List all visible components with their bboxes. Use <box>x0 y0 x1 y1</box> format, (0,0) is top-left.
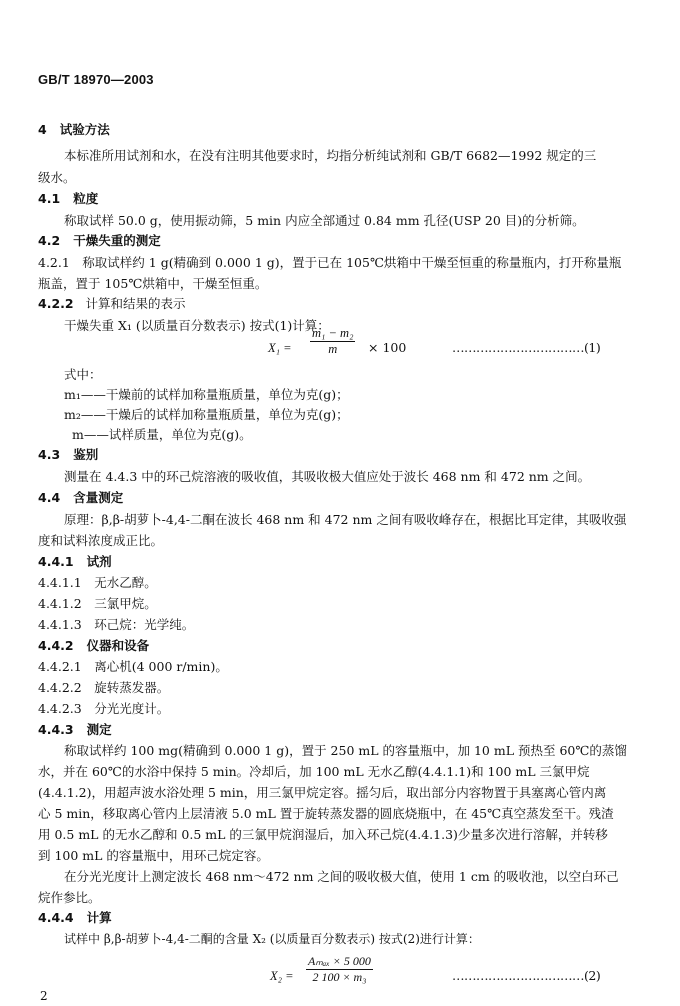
section-title: 试验方法 <box>59 122 110 137</box>
paragraph-line: 在分光光度计上测定波长 468 nm～472 nm 之间的吸收极大值，使用 1 cm 的吸收池，以空白环己 <box>64 869 619 884</box>
section-number: 4.2 <box>38 233 61 248</box>
section-4-4-2-heading <box>38 638 149 654</box>
section-title: 仪器和设备 <box>86 638 150 653</box>
paragraph-line: 干燥失重 X₁ (以质量百分数表示) 按式(1)计算： <box>64 318 330 333</box>
list-item: 4.4.2.2 旋转蒸发器。 <box>38 680 170 695</box>
paragraph-line: 到 100 mL 的容量瓶中，用环己烷定容。 <box>38 848 269 863</box>
section-title: 含量测定 <box>73 490 124 505</box>
formula-numerator: m₁ − m₂ <box>312 326 354 340</box>
section-4-4-heading <box>38 490 123 506</box>
paragraph-line: 烷作参比。 <box>38 890 101 905</box>
formula-1-lhs: X₁ = <box>268 341 292 355</box>
section-4-1-heading <box>38 191 98 207</box>
section-title: 干燥失重的测定 <box>73 233 161 248</box>
formula-numerator: Aₘₐₓ × 5 000 <box>308 954 371 968</box>
section-number: 4.4.3 <box>38 722 74 737</box>
list-item: 4.4.1.2 三氯甲烷。 <box>38 596 157 611</box>
section-4-2-heading <box>38 233 161 249</box>
paragraph-line: (4.4.1.2)，用超声波水浴处理 5 min，用三氯甲烷定容。摇匀后，取出部分内容物置于具塞离心管内离 <box>38 785 607 800</box>
section-title: 计算和结果的表示 <box>85 296 186 311</box>
section-4-4-4-heading <box>38 910 112 926</box>
paragraph-line: 用 0.5 mL 的无水乙醇和 0.5 mL 的三氯甲烷润湿后，加入环己烷(4.4.1.3)少量多次进行溶解，并转移 <box>38 827 608 842</box>
section-4-3-heading <box>38 447 98 463</box>
paragraph-line: 瓶盖，置于 105℃烘箱中，干燥至恒重。 <box>38 276 268 291</box>
page-number: 2 <box>40 989 48 1003</box>
paragraph-line: 测量在 4.4.3 中的环己烷溶液的吸收值，其吸收极大值应处于波长 468 nm 和 472 nm 之间。 <box>64 469 591 484</box>
section-number: 4.3 <box>38 447 61 462</box>
section-number: 4.4 <box>38 490 61 505</box>
section-title: 试剂 <box>86 554 112 569</box>
paragraph-line: 度和试料浓度成正比。 <box>38 533 164 548</box>
section-title: 鉴别 <box>73 447 99 462</box>
where-label: 式中： <box>64 367 102 382</box>
paragraph-line: 级水。 <box>38 170 76 185</box>
list-item: 4.4.2.3 分光光度计。 <box>38 701 170 716</box>
paragraph-line: 本标准所用试剂和水，在没有注明其他要求时，均指分析纯试剂和 GB/T 6682—1992 规定的三 <box>64 148 597 163</box>
list-item: 4.4.1.1 无水乙醇。 <box>38 575 157 590</box>
section-title: 粒度 <box>73 191 99 206</box>
formula-denominator: m <box>328 342 338 356</box>
list-item: 4.4.1.3 环己烷：光学纯。 <box>38 617 195 632</box>
section-number: 4.4.1 <box>38 554 74 569</box>
section-number: 4 <box>38 122 47 137</box>
formula-1-rhs: × 100 <box>368 340 407 355</box>
paragraph-line: 4.2.1 称取试样约 1 g(精确到 0.000 1 g)，置于已在 105℃烘箱中干燥至恒重的称量瓶内，打开称量瓶 <box>38 255 622 270</box>
section-4-4-1-heading <box>38 554 112 570</box>
formula-2-lhs: X₂ = <box>270 969 294 983</box>
section-number: 4.1 <box>38 191 61 206</box>
equation-number-1: ……………………………(1) <box>452 340 601 355</box>
formula-1-fraction <box>310 326 355 357</box>
paragraph-line: 原理：β,β-胡萝卜-4,4-二酮在波长 468 nm 和 472 nm 之间有吸收峰存在，根据比耳定律，其吸收强 <box>64 512 627 527</box>
formula-2-fraction <box>306 954 373 985</box>
equation-number-2: ……………………………(2) <box>452 968 601 983</box>
paragraph-line: 称取试样 50.0 g，使用振动筛，5 min 内应全部通过 0.84 mm 孔径(USP 20 目)的分析筛。 <box>64 213 585 228</box>
paragraph-line: 水，并在 60℃的水浴中保持 5 min。冷却后，加 100 mL 无水乙醇(4.4.1.1)和 100 mL 三氯甲烷 <box>38 764 590 779</box>
paragraph-line: 称取试样约 100 mg(精确到 0.000 1 g)，置于 250 mL 的容量瓶中，加 10 mL 预热至 60℃的蒸馏 <box>64 743 627 758</box>
section-number: 4.2.2 <box>38 296 74 311</box>
definition-line: m₂——干燥后的试样加称量瓶质量，单位为克(g)； <box>64 407 349 422</box>
standard-number: GB/T 18970—2003 <box>38 72 154 87</box>
section-4-4-3-heading <box>38 722 112 738</box>
formula-denominator: 2 100 × m₃ <box>312 970 367 984</box>
section-number: 4.4.4 <box>38 910 74 925</box>
paragraph-line: 试样中 β,β-胡萝卜-4,4-二酮的含量 X₂ (以质量百分数表示) 按式(2)进行计算： <box>64 932 480 946</box>
paragraph-line: 心 5 min，移取离心管内上层清液 5.0 mL 置于旋转蒸发器的圆底烧瓶中，在 45℃真空蒸发至干。残渣 <box>38 806 614 821</box>
section-4-heading <box>38 122 110 138</box>
section-number: 4.4.2 <box>38 638 74 653</box>
section-4-2-2-heading <box>38 296 186 312</box>
section-title: 计算 <box>86 910 112 925</box>
section-title: 测定 <box>86 722 112 737</box>
list-item: 4.4.2.1 离心机(4 000 r/min)。 <box>38 659 228 674</box>
definition-line: m——试样质量，单位为克(g)。 <box>72 427 252 442</box>
definition-line: m₁——干燥前的试样加称量瓶质量，单位为克(g)； <box>64 387 349 402</box>
